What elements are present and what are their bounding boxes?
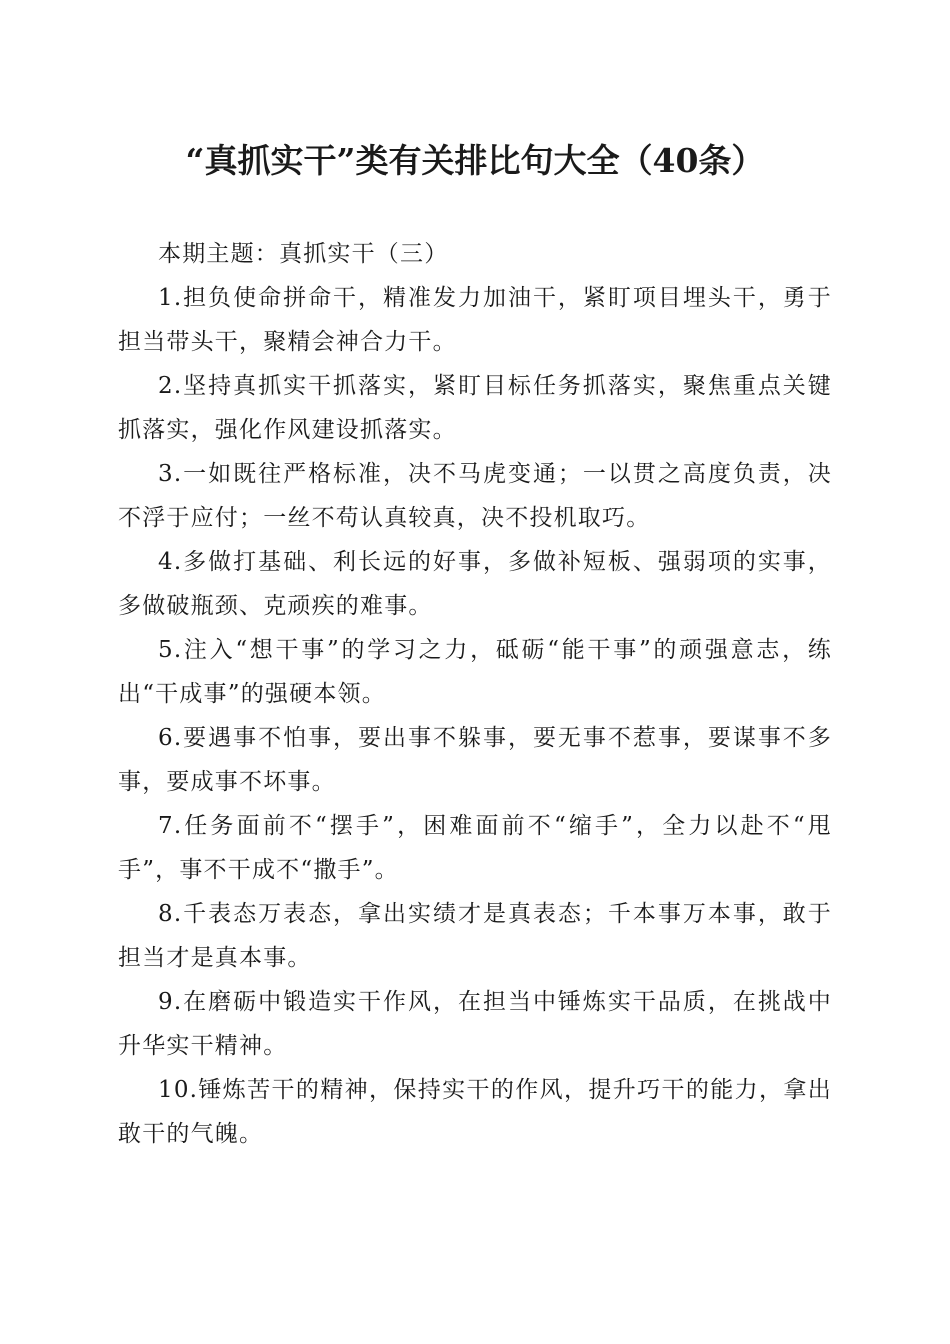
- list-item: 5.注入“想干事”的学习之力，砥砺“能干事”的顽强意志，练出“干成事”的强硬本领。: [118, 637, 832, 707]
- list-item: 9.在磨砺中锻造实干作风，在担当中锤炼实干品质，在挑战中升华实干精神。: [118, 989, 832, 1059]
- list-item: 6.要遇事不怕事，要出事不躲事，要无事不惹事，要谋事不多事，要成事不坏事。: [118, 725, 832, 795]
- list-item: 7.任务面前不“摆手”，困难面前不“缩手”，全力以赴不“甩手”，事不干成不“撒手”。: [118, 813, 832, 883]
- list-item: 1.担负使命拼命干，精准发力加油干，紧盯项目埋头干，勇于担当带头干，聚精会神合力干。: [118, 285, 832, 355]
- list-item: 8.千表态万表态，拿出实绩才是真表态；千本事万本事，敢于担当才是真本事。: [118, 901, 832, 971]
- document-title: “真抓实干”类有关排比句大全（40条）: [185, 141, 765, 180]
- list-item: 3.一如既往严格标准，决不马虎变通；一以贯之高度负责，决不浮于应付；一丝不苟认真较真，决不投机取巧。: [118, 461, 832, 531]
- list-item: 2.坚持真抓实干抓落实，紧盯目标任务抓落实，聚焦重点关键抓落实，强化作风建设抓落实。: [118, 373, 832, 443]
- list-item: 4.多做打基础、利长远的好事，多做补短板、强弱项的实事，多做破瓶颈、克顽疾的难事。: [118, 549, 832, 619]
- list-item: 10.锤炼苦干的精神，保持实干的作风，提升巧干的能力，拿出敢干的气魄。: [118, 1077, 832, 1147]
- theme-line: 本期主题：真抓实干（三）: [158, 241, 449, 267]
- document-body: [118, 232, 832, 1156]
